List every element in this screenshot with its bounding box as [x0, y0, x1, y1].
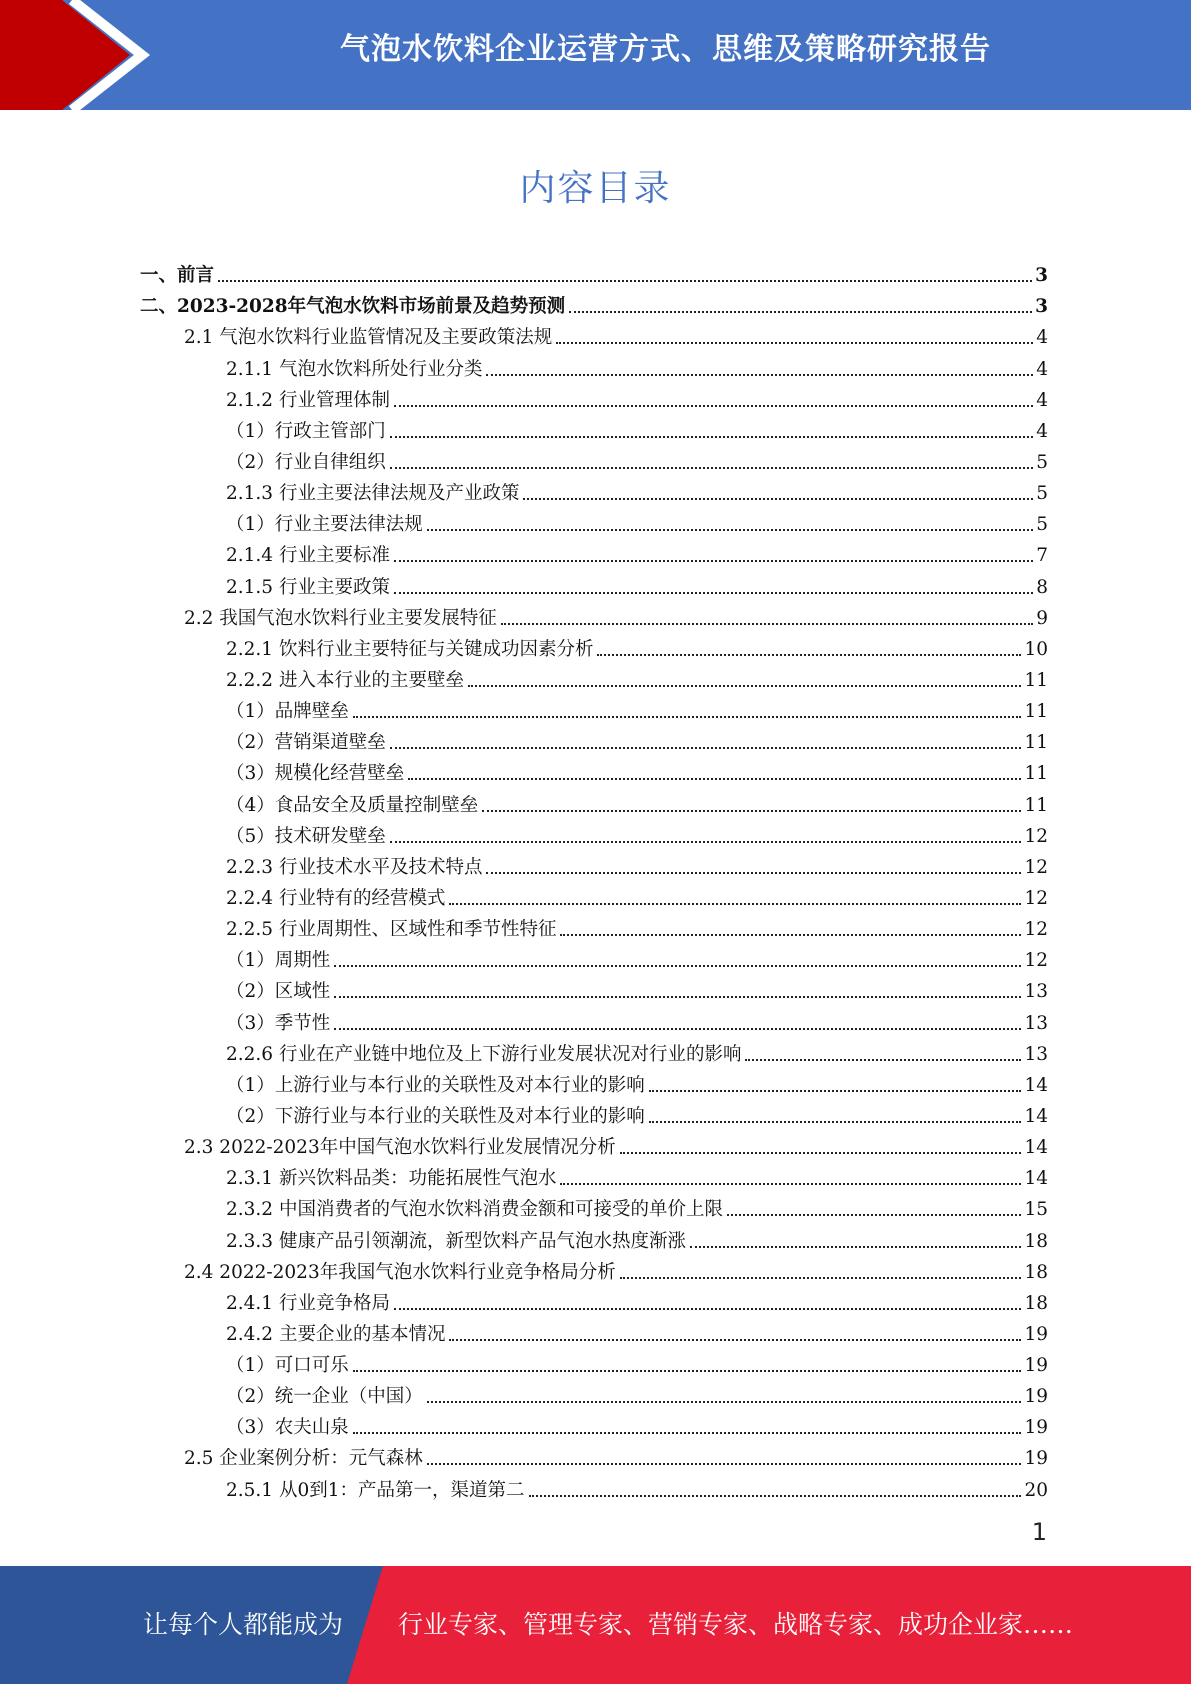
table-of-contents	[140, 256, 1048, 1502]
toc-entry-title: 2.1.4 行业主要标准	[226, 545, 390, 567]
toc-entry-page: 5	[1036, 451, 1048, 473]
toc-entry-page: 19	[1024, 1448, 1048, 1470]
toc-entry[interactable]	[140, 1066, 1048, 1097]
toc-entry-page: 7	[1036, 545, 1048, 567]
toc-entry-page: 13	[1024, 981, 1048, 1003]
toc-dot-leader	[560, 1183, 1021, 1185]
toc-entry-page: 11	[1024, 669, 1048, 691]
toc-entry-page: 18	[1024, 1292, 1048, 1314]
page-number: 1	[1031, 1518, 1047, 1546]
toc-entry[interactable]	[140, 1377, 1048, 1408]
toc-entry[interactable]	[140, 1439, 1048, 1470]
toc-entry-title: 2.1 气泡水饮料行业监管情况及主要政策法规	[184, 327, 553, 349]
toc-entry[interactable]	[140, 817, 1048, 848]
toc-entry-page: 11	[1024, 763, 1048, 785]
toc-entry-page: 14	[1024, 1168, 1048, 1190]
toc-dot-leader	[394, 592, 1033, 594]
toc-entry[interactable]	[140, 972, 1048, 1003]
toc-dot-leader	[649, 1121, 1022, 1123]
toc-dot-leader	[353, 716, 1022, 718]
toc-entry-title: （2）区域性	[226, 981, 331, 1003]
toc-entry[interactable]	[140, 1159, 1048, 1190]
toc-entry-page: 11	[1024, 794, 1048, 816]
toc-dot-leader	[620, 1152, 1022, 1154]
toc-entry[interactable]	[140, 1128, 1048, 1159]
toc-entry-title: （1）行业主要法律法规	[226, 514, 423, 536]
toc-entry[interactable]	[140, 412, 1048, 443]
toc-entry[interactable]	[140, 941, 1048, 972]
toc-entry-page: 9	[1036, 607, 1048, 629]
toc-entry-page: 11	[1024, 701, 1048, 723]
toc-entry-title: （1）品牌壁垒	[226, 701, 349, 723]
toc-entry-page: 19	[1024, 1323, 1048, 1345]
toc-dot-leader	[620, 1277, 1022, 1279]
toc-dot-leader	[218, 280, 1032, 282]
toc-dot-leader	[745, 1059, 1021, 1061]
toc-entry[interactable]	[140, 630, 1048, 661]
toc-entry[interactable]	[140, 723, 1048, 754]
toc-entry-title: （2）下游行业与本行业的关联性及对本行业的影响	[226, 1105, 645, 1127]
toc-entry-page: 3	[1035, 265, 1048, 287]
toc-entry[interactable]	[140, 1003, 1048, 1034]
toc-entry-page: 19	[1024, 1355, 1048, 1377]
toc-entry-title: （1）上游行业与本行业的关联性及对本行业的影响	[226, 1074, 645, 1096]
toc-entry-page: 12	[1024, 825, 1048, 847]
toc-dot-leader	[597, 654, 1021, 656]
toc-entry-page: 14	[1024, 1074, 1048, 1096]
toc-entry-page: 14	[1024, 1105, 1048, 1127]
toc-entry[interactable]	[140, 256, 1048, 287]
toc-entry-page: 14	[1024, 1137, 1048, 1159]
report-title: 气泡水饮料企业运营方式、思维及策略研究报告	[340, 32, 991, 67]
toc-dot-leader	[408, 778, 1021, 780]
toc-entry-title: （1）可口可乐	[226, 1355, 349, 1377]
toc-dot-leader	[523, 498, 1033, 500]
toc-entry-title: 2.2.6 行业在产业链中地位及上下游行业发展状况对行业的影响	[226, 1043, 742, 1065]
toc-entry[interactable]	[140, 1470, 1048, 1501]
toc-entry-title: （3）规模化经营壁垒	[226, 763, 405, 785]
toc-entry[interactable]	[140, 910, 1048, 941]
toc-entry[interactable]	[140, 443, 1048, 474]
toc-dot-leader	[390, 436, 1033, 438]
toc-dot-leader	[486, 374, 1033, 376]
toc-entry-title: 2.2.1 饮料行业主要特征与关键成功因素分析	[226, 638, 594, 660]
toc-dot-leader	[427, 1401, 1022, 1403]
toc-dot-leader	[649, 1090, 1022, 1092]
toc-entry-title: 2.3.1 新兴饮料品类：功能拓展性气泡水	[226, 1168, 557, 1190]
toc-dot-leader	[501, 623, 1033, 625]
toc-entry-title: （4）食品安全及质量控制壁垒	[226, 794, 479, 816]
toc-entry[interactable]	[140, 318, 1048, 349]
toc-entry-title: （1）行政主管部门	[226, 420, 386, 442]
toc-entry-title: （3）季节性	[226, 1012, 331, 1034]
toc-entry[interactable]	[140, 349, 1048, 380]
toc-entry-title: （1）周期性	[226, 950, 331, 972]
toc-entry-title: 2.2.3 行业技术水平及技术特点	[226, 856, 483, 878]
toc-dot-leader	[727, 1214, 1021, 1216]
toc-entry[interactable]	[140, 754, 1048, 785]
toc-entry[interactable]	[140, 567, 1048, 598]
toc-dot-leader	[569, 311, 1032, 313]
toc-entry-title: （2）营销渠道壁垒	[226, 732, 386, 754]
toc-entry[interactable]	[140, 1408, 1048, 1439]
footer-slogan-left: 让每个人都能成为	[143, 1610, 344, 1639]
toc-entry[interactable]	[140, 381, 1048, 412]
toc-dot-leader	[394, 1308, 1021, 1310]
toc-entry-page: 18	[1024, 1230, 1048, 1252]
toc-dot-leader	[427, 1463, 1022, 1465]
footer-slogan-right: 行业专家、管理专家、营销专家、战略专家、成功企业家……	[398, 1610, 1074, 1639]
toc-entry-title: 2.1.3 行业主要法律法规及产业政策	[226, 483, 520, 505]
toc-entry-page: 12	[1024, 919, 1048, 941]
header-band	[0, 0, 1191, 110]
toc-dot-leader	[394, 560, 1033, 562]
toc-dot-leader	[390, 747, 1022, 749]
toc-entry-page: 13	[1024, 1012, 1048, 1034]
toc-dot-leader	[449, 903, 1021, 905]
toc-entry[interactable]	[140, 1035, 1048, 1066]
toc-entry-page: 11	[1024, 732, 1048, 754]
toc-entry-title: 2.1.2 行业管理体制	[226, 389, 390, 411]
toc-entry-page: 19	[1024, 1386, 1048, 1408]
toc-entry-page: 15	[1024, 1199, 1048, 1221]
toc-entry[interactable]	[140, 1346, 1048, 1377]
toc-dot-leader	[690, 1246, 1021, 1248]
toc-entry-page: 5	[1036, 514, 1048, 536]
toc-dot-leader	[529, 1495, 1022, 1497]
toc-dot-leader	[390, 467, 1033, 469]
toc-entry-title: 2.5.1 从0到1：产品第一，渠道第二	[226, 1479, 525, 1501]
toc-entry-title: 2.3.2 中国消费者的气泡水饮料消费金额和可接受的单价上限	[226, 1199, 723, 1221]
toc-entry-page: 4	[1036, 389, 1048, 411]
toc-entry-page: 19	[1024, 1417, 1048, 1439]
toc-entry-page: 20	[1024, 1479, 1048, 1501]
toc-entry[interactable]	[140, 536, 1048, 567]
toc-entry-page: 3	[1035, 296, 1048, 318]
toc-dot-leader	[468, 685, 1021, 687]
toc-entry-title: 2.2.4 行业特有的经营模式	[226, 887, 446, 909]
toc-entry-title: 2.1.1 气泡水饮料所处行业分类	[226, 358, 483, 380]
toc-entry-title: 2.2.5 行业周期性、区域性和季节性特征	[226, 919, 557, 941]
toc-entry[interactable]	[140, 1221, 1048, 1252]
toc-entry-title: 2.4.2 主要企业的基本情况	[226, 1323, 446, 1345]
toc-entry-title: 2.2.2 进入本行业的主要壁垒	[226, 669, 464, 691]
toc-entry[interactable]	[140, 661, 1048, 692]
toc-dot-leader	[482, 810, 1021, 812]
toc-entry-page: 5	[1036, 483, 1048, 505]
toc-dot-leader	[353, 1432, 1022, 1434]
toc-entry-page: 4	[1036, 327, 1048, 349]
toc-entry-title: 2.4.1 行业竞争格局	[226, 1292, 390, 1314]
toc-entry[interactable]	[140, 474, 1048, 505]
toc-entry[interactable]	[140, 505, 1048, 536]
toc-dot-leader	[334, 1028, 1021, 1030]
toc-entry-title: 2.4 2022-2023年我国气泡水饮料行业竞争格局分析	[184, 1261, 616, 1283]
toc-entry-title: （2）行业自律组织	[226, 451, 386, 473]
toc-entry-title: （5）技术研发壁垒	[226, 825, 386, 847]
toc-entry[interactable]	[140, 1284, 1048, 1315]
toc-entry[interactable]	[140, 1315, 1048, 1346]
toc-dot-leader	[449, 1339, 1021, 1341]
toc-dot-leader	[556, 342, 1033, 344]
toc-entry-page: 12	[1024, 887, 1048, 909]
toc-dot-leader	[486, 872, 1021, 874]
toc-entry[interactable]	[140, 287, 1048, 318]
toc-entry[interactable]	[140, 1253, 1048, 1284]
toc-heading: 内容目录	[519, 168, 672, 209]
toc-entry-page: 12	[1024, 856, 1048, 878]
footer-band	[0, 1566, 1191, 1684]
toc-entry-title: 2.1.5 行业主要政策	[226, 576, 390, 598]
toc-entry-title: 二、2023-2028年气泡水饮料市场前景及趋势预测	[140, 296, 566, 318]
toc-entry-page: 8	[1036, 576, 1048, 598]
toc-entry-title: （3）农夫山泉	[226, 1417, 349, 1439]
toc-entry-title: 一、前言	[140, 265, 215, 287]
toc-dot-leader	[334, 965, 1021, 967]
toc-entry[interactable]	[140, 785, 1048, 816]
toc-dot-leader	[394, 405, 1033, 407]
toc-entry[interactable]	[140, 848, 1048, 879]
toc-entry-title: 2.3 2022-2023年中国气泡水饮料行业发展情况分析	[184, 1137, 616, 1159]
toc-dot-leader	[560, 934, 1021, 936]
toc-dot-leader	[390, 841, 1022, 843]
toc-entry[interactable]	[140, 599, 1048, 630]
toc-entry-page: 12	[1024, 950, 1048, 972]
toc-entry[interactable]	[140, 1097, 1048, 1128]
toc-entry-title: 2.5 企业案例分析：元气森林	[184, 1448, 423, 1470]
toc-entry-title: 2.3.3 健康产品引领潮流，新型饮料产品气泡水热度渐涨	[226, 1230, 686, 1252]
toc-entry-page: 18	[1024, 1261, 1048, 1283]
toc-entry-page: 13	[1024, 1043, 1048, 1065]
toc-dot-leader	[353, 1370, 1022, 1372]
toc-entry[interactable]	[140, 692, 1048, 723]
toc-dot-leader	[334, 996, 1021, 998]
toc-entry-page: 4	[1036, 420, 1048, 442]
toc-entry[interactable]	[140, 879, 1048, 910]
toc-dot-leader	[427, 529, 1033, 531]
toc-entry-page: 4	[1036, 358, 1048, 380]
toc-entry-title: （2）统一企业（中国）	[226, 1386, 423, 1408]
toc-entry[interactable]	[140, 1190, 1048, 1221]
toc-entry-page: 10	[1024, 638, 1048, 660]
toc-entry-title: 2.2 我国气泡水饮料行业主要发展特征	[184, 607, 497, 629]
